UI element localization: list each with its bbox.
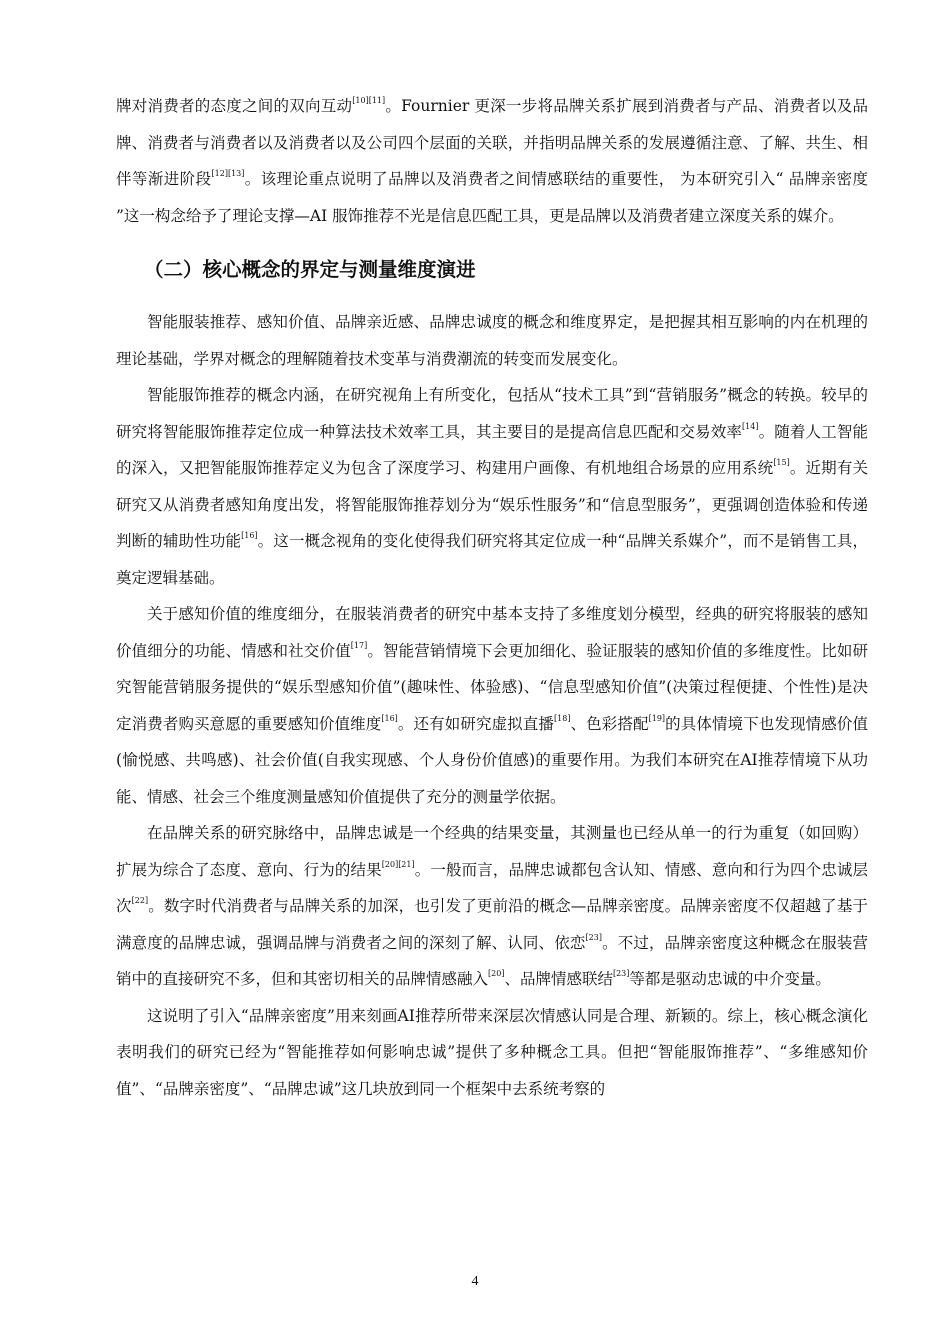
text-run: 。还有如研究虚拟直播 <box>397 714 555 733</box>
text-run: 。一般而言，品牌忠诚都包含认知、情感、意向和行为四个忠诚层次 <box>116 860 868 915</box>
text-run: 智能服饰推荐的概念内涵，在研究视角上有所变化，包括从“技术工具”到“营销服务”概念的转换。较早的研究将智能服饰推荐定位成一种算法技术效率工具，其主要目的是提高信息匹配和交易效率 <box>116 386 868 441</box>
paragraph <box>116 596 868 815</box>
text-run: 。不过，品牌亲密度这种概念在服装营销中的直接研究不多，但和其密切相关的品牌情感融入 <box>116 933 868 988</box>
citation-ref: [20] <box>488 969 505 978</box>
text-run: 、品牌情感联结 <box>504 970 613 988</box>
citation-ref: [14] <box>742 421 759 431</box>
paragraph <box>116 88 868 234</box>
citation-ref: [17] <box>350 640 368 650</box>
text-run: 在品牌关系的研究脉络中，品牌忠诚是一个经典的结果变量，其测量也已经从单一的行为重复（如回购）扩展为综合了态度、意向、行为的结果 <box>116 824 868 879</box>
citation-ref: [10][11] <box>352 96 386 105</box>
body-text <box>116 88 868 1107</box>
paragraph <box>116 304 868 377</box>
text-run: 。这一概念视角的变化使得我们研究将其定位成一种“品牌关系媒介”，而不是销售工具，奠定逻辑基础。 <box>116 532 868 587</box>
citation-ref: [18] <box>554 713 571 723</box>
citation-ref: [12][13] <box>211 169 245 178</box>
citation-ref: [19] <box>648 713 666 723</box>
text-run: 的具体情境下也发现情感价值(愉悦感、共鸣感)、社会价值(自我实现感、个人身份价值感)的重要作用。为我们本研究在AI推荐情境下从功能、情感、社会三个维度测量感知价值提供了充分的测量学依据。 <box>116 714 868 806</box>
section-heading: （二）核心概念的界定与测量维度演进 <box>144 258 476 281</box>
citation-ref: [16] <box>241 531 258 540</box>
paragraph <box>116 377 868 596</box>
text-run: 。随着人工智能的深入，又把智能服饰推荐定义为包含了深度学习、构建用户画像、有机地组合场景的应用系统 <box>116 422 868 477</box>
text-run: 。数字时代消费者与品牌关系的加深，也引发了更前沿的概念—品牌亲密度。品牌亲密度不仅超越了基于满意度的品牌忠诚，强调品牌与消费者之间的深刻了解、认同、依恋 <box>116 897 868 952</box>
text-run: 。近期有关研究又从消费者感知角度出发，将智能服饰推荐划分为“娱乐性服务”和“信息型服务”，更强调创造体验和传递判断的辅助性功能 <box>116 459 868 550</box>
text-run: 、色彩搭配 <box>570 714 649 733</box>
text-run: 。Fournier 更深一步将品牌关系扩展到消费者与产品、消费者以及品牌、消费者与消费者以及消费者以及公司四个层面的关联，并指明品牌关系的发展遵循注意、了解、共生、相伴等渐进阶段 <box>116 97 868 188</box>
paragraph <box>116 815 868 998</box>
text-run: 智能服装推荐、感知价值、品牌亲近感、品牌忠诚度的概念和维度界定，是把握其相互影响的内在机理的理论基础，学界对概念的理解随着技术变革与消费潮流的转变而发展变化。 <box>116 313 868 368</box>
paragraph <box>116 998 868 1108</box>
text-run: 这说明了引入“品牌亲密度”用来刻画AI推荐所带来深层次情感认同是合理、新颖的。综上，核心概念演化表明我们的研究已经为“智能推荐如何影响忠诚”提供了多种概念工具。但把“智能服饰推荐”、“多维感知价值”、“品牌亲密度”、“品牌忠诚”这几块放到同一个框架中去系统考察的 <box>116 1006 868 1098</box>
citation-ref: [16] <box>381 713 398 723</box>
text-run: 牌对消费者的态度之间的双向互动 <box>116 97 353 115</box>
text-run: 等都是驱动忠诚的中介变量。 <box>629 970 831 988</box>
text-run: 关于感知价值的维度细分，在服装消费者的研究中基本支持了多维度划分模型，经典的研究将服装的感知价值细分的功能、情感和社交价值 <box>116 605 868 660</box>
citation-ref: [23] <box>585 932 602 942</box>
page-number: 4 <box>471 1274 479 1289</box>
text-run: 。该理论重点说明了品牌以及消费者之间情感联结的重要性， 为本研究引入“ 品牌亲密度 ”这一构念给予了理论支撑—AI 服饰推荐不光是信息匹配工具，更是品牌以及消费者建立深度关系的媒介。 <box>116 170 868 225</box>
citation-ref: [20][21] <box>381 859 415 869</box>
citation-ref: [23] <box>612 969 630 978</box>
citation-ref: [22] <box>131 896 149 905</box>
citation-ref: [15] <box>773 458 790 467</box>
text-run: 。智能营销情境下会更加细化、验证服装的感知价值的多维度性。比如研究智能营销服务提供的“娱乐型感知价值”(趣味性、体验感)、“信息型感知价值”(决策过程便捷、个性性)是决定消费者购买意愿的重要感知价值维度 <box>116 641 868 733</box>
